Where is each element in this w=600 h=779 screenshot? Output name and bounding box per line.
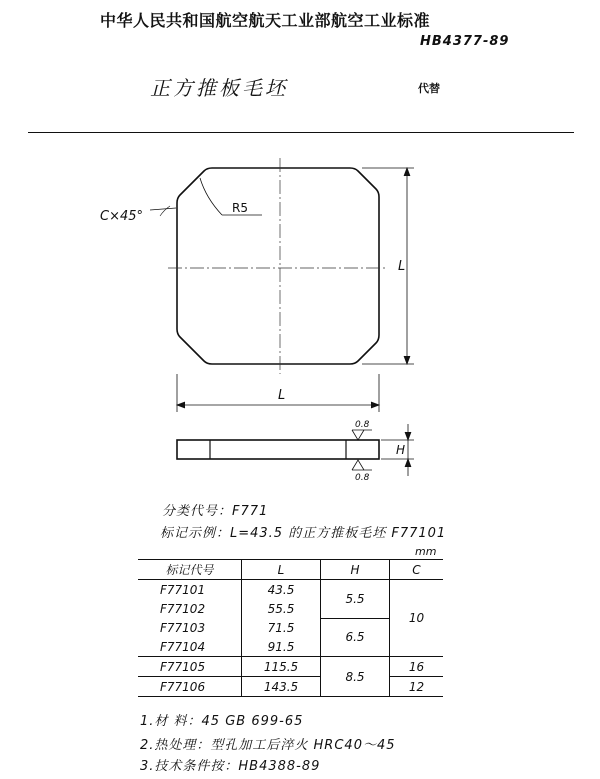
header-rule	[28, 132, 574, 133]
classification-code: 分类代号：F771	[162, 504, 269, 519]
table-row	[138, 677, 443, 697]
roughness-bottom-value: 0.8	[355, 473, 370, 483]
marking-example: 标记示例：L=43.5 的正方推板毛坯 F77101	[160, 526, 447, 541]
cell-code: F77106	[138, 677, 242, 697]
center-lines	[168, 158, 388, 374]
cell-L: 143.5	[242, 677, 321, 697]
table-header-row	[138, 560, 443, 580]
cell-code: F77105	[138, 657, 242, 677]
header-C: C	[390, 560, 444, 580]
cell-L: 55.5	[242, 599, 321, 618]
note-material: 1.材 料：45 GB 699-65	[140, 714, 304, 729]
radius-leader	[200, 178, 262, 215]
technical-drawing	[0, 150, 600, 490]
header-code: 标记代号	[138, 560, 242, 580]
roughness-top-value: 0.8	[355, 420, 370, 430]
standard-number: HB4377-89	[420, 34, 510, 49]
document-title: 正方推板毛坯	[150, 76, 288, 100]
dimension-table	[138, 559, 443, 697]
standard-organization: 中华人民共和国航空航天工业部航空工业标准	[100, 11, 431, 30]
header-L: L	[242, 560, 321, 580]
roughness-symbol-bottom	[352, 460, 372, 470]
table-unit: mm	[415, 545, 437, 558]
note-technical-conditions: 3.技术条件按：HB4388-89	[140, 759, 321, 774]
cell-H: 8.5	[321, 657, 390, 697]
cell-C: 12	[390, 677, 444, 697]
table-row	[138, 657, 443, 677]
side-length-label: L	[398, 259, 406, 274]
chamfer-label: C×45°	[100, 209, 144, 224]
cell-code: F77103	[138, 618, 242, 637]
plate-outline	[177, 168, 379, 364]
height-label: H	[396, 443, 406, 457]
cell-C: 10	[390, 580, 444, 657]
table-row	[138, 580, 443, 600]
cell-C: 16	[390, 657, 444, 677]
side-length-dimension	[362, 168, 414, 364]
note-heat-treatment: 2.热处理：型孔加工后淬火 HRC40～45	[140, 738, 396, 753]
side-view	[177, 440, 379, 459]
cell-code: F77104	[138, 637, 242, 657]
cell-code: F77101	[138, 580, 242, 600]
cell-L: 91.5	[242, 637, 321, 657]
replaces-label: 代替	[418, 82, 440, 95]
cell-L: 43.5	[242, 580, 321, 600]
cell-L: 71.5	[242, 618, 321, 637]
cell-code: F77102	[138, 599, 242, 618]
chamfer-leader	[150, 206, 176, 216]
cell-L: 115.5	[242, 657, 321, 677]
roughness-symbol-top	[352, 430, 372, 440]
bottom-length-label: L	[278, 388, 286, 403]
radius-label: R5	[232, 201, 248, 215]
cell-H: 5.5	[321, 580, 390, 619]
header-H: H	[321, 560, 390, 580]
cell-H: 6.5	[321, 618, 390, 657]
